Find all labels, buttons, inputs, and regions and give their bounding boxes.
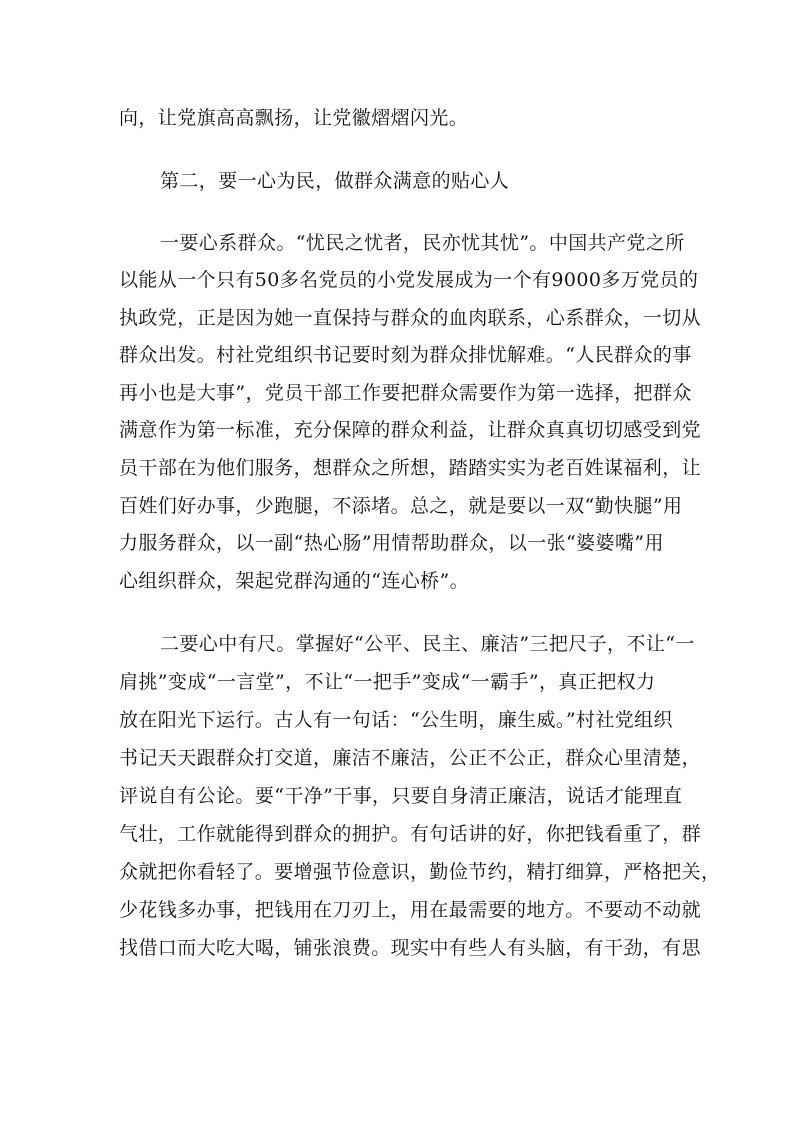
paragraph-1-line: 心组织群众，架起党群沟通的“连心桥”。 bbox=[119, 570, 470, 592]
paragraph-2-line: 书记天天跟群众打交道，廉洁不廉洁，公正不公正，群众心里清楚， bbox=[119, 747, 702, 769]
paragraph-2-line: 肩挑”变成“一言堂”，不让“一把手”变成“一霸手”，真正把权力 bbox=[119, 671, 656, 693]
paragraph-1-line: 群众出发。村社党组织书记要时刻为群众排忧解难。“人民群众的事 bbox=[119, 344, 692, 366]
paragraph-1-line: 力服务群众，以一副“热心肠”用情帮助群众，以一张“婆婆嘴”用 bbox=[119, 532, 664, 554]
paragraph-2-line: 众就把你看轻了。要增强节俭意识，勤俭节约，精打细算，严格把关， bbox=[119, 861, 721, 883]
paragraph-1-line: 一要心系群众。“忧民之忧者，民亦忧其忧”。中国共产党之所 bbox=[160, 232, 685, 254]
paragraph-1-line: 百姓们好办事，少跑腿，不添堵。总之，就是要以一双“勤快腿”用 bbox=[119, 495, 683, 517]
paragraph-1-line: 再小也是大事”，党员干部工作要把群众需要作为第一选择，把群众 bbox=[119, 382, 692, 404]
section-heading: 第二，要一心为民，做群众满意的贴心人 bbox=[160, 170, 510, 192]
paragraph-2-line: 放在阳光下运行。古人有一句话：“公生明，廉生威。”村社党组织 bbox=[119, 709, 673, 731]
paragraph-2-line: 少花钱多办事，把钱用在刀刃上，用在最需要的地方。不要动不动就 bbox=[119, 899, 702, 921]
paragraph-continuation-line: 向，让党旗高高飘扬，让党徽熠熠闪光。 bbox=[119, 107, 469, 129]
paragraph-2-line: 气壮，工作就能得到群众的拥护。有句话讲的好，你把钱看重了，群 bbox=[119, 823, 702, 845]
paragraph-1-line: 执政党，正是因为她一直保持与群众的血肉联系，心系群众，一切从 bbox=[119, 307, 702, 329]
paragraph-1-line: 以能从一个只有50多名党员的小党发展成为一个有9000多万党员的 bbox=[119, 269, 699, 291]
paragraph-1-line: 员干部在为他们服务，想群众之所想，踏踏实实为老百姓谋福利，让 bbox=[119, 457, 702, 479]
paragraph-2-line: 二要心中有尺。掌握好“公平、民主、廉洁”三把尺子，不让“一 bbox=[160, 633, 695, 655]
paragraph-2-line: 找借口而大吃大喝，铺张浪费。现实中有些人有头脑，有干劲，有思 bbox=[119, 937, 702, 959]
paragraph-1-line: 满意作为第一标准，充分保障的群众利益，让群众真真切切感受到党 bbox=[119, 419, 702, 441]
paragraph-2-line: 评说自有公论。要“干净”干事，只要自身清正廉洁，说话才能理直 bbox=[119, 785, 683, 807]
